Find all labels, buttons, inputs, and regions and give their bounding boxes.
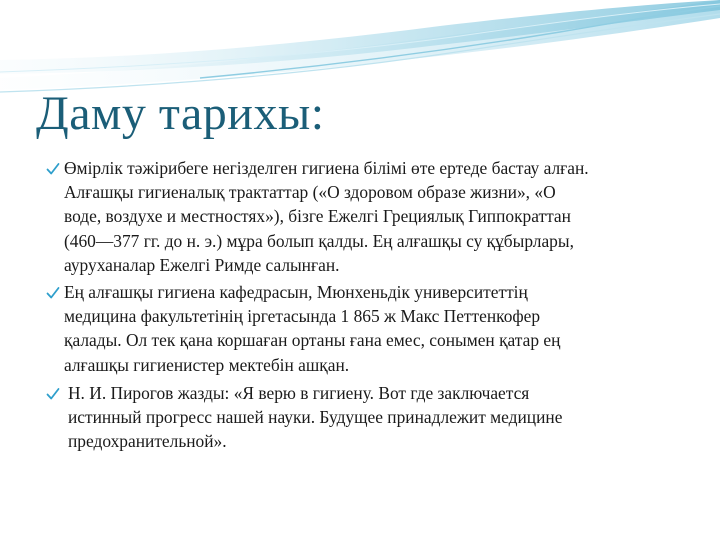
bullet-1-line-1: Өмірлік тәжірибеге негізделген гигиена білімі өте ертеде бастау алған.: [64, 158, 589, 178]
bullet-1-line-4: (460—377 гг. до н. э.) мұра болып қалды. Ең алғашқы су құбырлары,: [64, 230, 574, 251]
checkmark-icon: [46, 387, 60, 401]
bullet-1-line-2: Алғашқы гигиеналық трактаттар («О здоровом образе жизни», «О: [64, 182, 556, 203]
bullet-1-line-5: ауруханалар Ежелгі Римде салынған.: [64, 254, 340, 275]
bullet-3-line-1: Н. И. Пирогов жазды: «Я верю в гигиену. Вот где заключается: [68, 383, 530, 403]
bullet-item-3: [68, 381, 688, 454]
bullet-item-1: [64, 156, 684, 277]
bullet-1-line-3: воде, воздухе и местностях»), бізге Ежелгі Грециялық Гиппократтан: [64, 206, 571, 227]
bullet-2-line-2: медицина факультетінің іргетасында 1 865 ж Макс Петтенкофер: [64, 306, 541, 327]
bullet-3-line-2: истинный прогресс нашей науки. Будущее принадлежит медицине: [68, 407, 563, 428]
slide-title: Даму тарихы:: [36, 87, 325, 140]
bullet-2-line-4: алғашқы гигиенистер мектебін ашқан.: [64, 354, 350, 375]
checkmark-icon: [46, 162, 60, 176]
bullet-2-line-1: Ең алғашқы гигиена кафедрасын, Мюнхеньдік университеттің: [64, 282, 528, 302]
checkmark-icon: [46, 286, 60, 300]
bullet-item-2: [64, 280, 684, 377]
bullet-3-line-3: предохранительной».: [68, 431, 227, 452]
bullet-2-line-3: қалады. Ол тек қана коршаған ортаны ғана емес, сонымен қатар ең: [64, 330, 561, 351]
